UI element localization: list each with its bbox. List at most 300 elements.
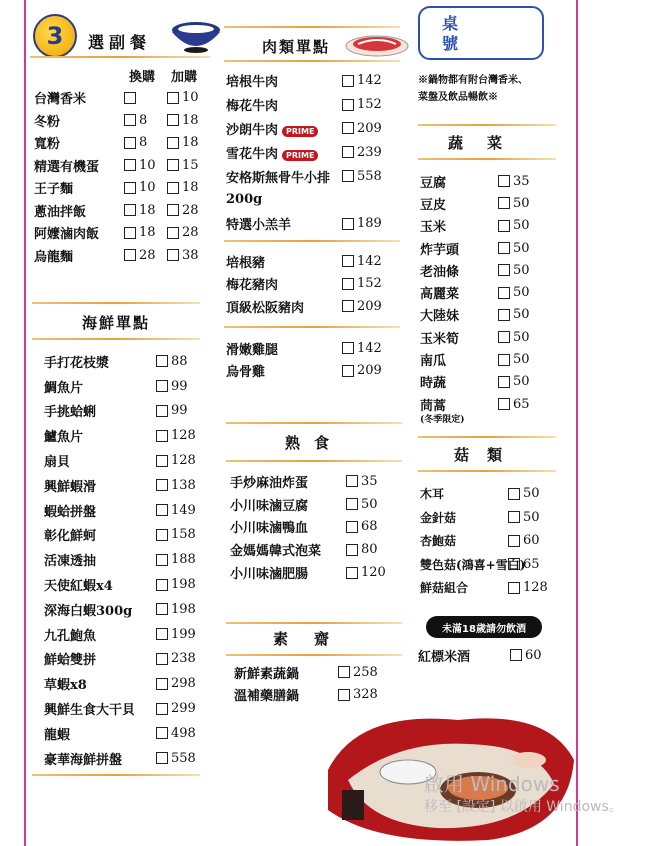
right-edge-line bbox=[576, 0, 578, 846]
menu-item-price: 50 bbox=[513, 307, 530, 323]
menu-item-price: 239 bbox=[357, 144, 382, 160]
order-checkbox[interactable] bbox=[346, 498, 358, 510]
menu-item-name: 烏骨雞 bbox=[226, 365, 266, 381]
swap-price: 10 bbox=[139, 157, 156, 173]
menu-item-name: 培根牛肉 bbox=[226, 75, 279, 91]
order-checkbox[interactable] bbox=[498, 242, 510, 254]
menu-item-row bbox=[44, 671, 214, 696]
swap-price: 18 bbox=[139, 225, 156, 241]
menu-item-price: 120 bbox=[361, 565, 386, 581]
vegetables-rule-top bbox=[418, 124, 556, 126]
menu-item-price: 152 bbox=[357, 276, 382, 292]
order-checkbox[interactable] bbox=[156, 430, 168, 442]
order-checkbox[interactable] bbox=[342, 365, 354, 377]
menu-item-name: 杏鮑菇 bbox=[420, 534, 457, 549]
order-checkbox[interactable] bbox=[338, 666, 350, 678]
menu-item-row bbox=[420, 192, 570, 214]
menu-item-name: 雙色菇(鴻喜+雪白) bbox=[420, 557, 526, 572]
side-item-name: 王子麵 bbox=[34, 182, 74, 198]
menu-item-name: 時蔬 bbox=[420, 376, 447, 392]
side-item-row bbox=[34, 222, 214, 245]
menu-item-name: 安格斯無骨牛小排 bbox=[226, 170, 331, 186]
meat-title: 肉類單點 bbox=[262, 38, 331, 56]
order-checkbox[interactable] bbox=[498, 376, 510, 388]
menu-item-name: 蝦蛤拼盤 bbox=[44, 504, 97, 520]
add-price: 18 bbox=[182, 180, 199, 196]
menu-item-price: 142 bbox=[357, 253, 382, 269]
menu-item-row bbox=[44, 696, 214, 721]
table-label-2: 號 bbox=[442, 34, 459, 53]
menu-item-name: 梅花豬肉 bbox=[226, 278, 279, 294]
menu-item-name: 活凍透抽 bbox=[44, 554, 97, 570]
menu-item-row bbox=[226, 117, 406, 141]
order-checkbox[interactable] bbox=[342, 342, 354, 354]
menu-item-row bbox=[226, 250, 406, 273]
swap-checkbox[interactable] bbox=[124, 137, 136, 149]
rice-bowl-icon bbox=[168, 16, 224, 54]
order-checkbox[interactable] bbox=[498, 287, 510, 299]
menu-item-row bbox=[420, 304, 570, 326]
menu-item-price: 238 bbox=[171, 651, 196, 667]
order-checkbox[interactable] bbox=[510, 649, 522, 661]
title-rule bbox=[30, 56, 210, 58]
order-checkbox[interactable] bbox=[156, 554, 168, 566]
menu-item-row bbox=[420, 215, 570, 237]
menu-item-name: 鮮蛤雙拼 bbox=[44, 653, 97, 669]
vegetarian-title: 素齋 bbox=[272, 630, 355, 648]
mushrooms-title: 菇類 bbox=[453, 446, 520, 464]
menu-item-name: 沙朗牛肉 PRIME bbox=[226, 119, 342, 138]
cooked-title: 熟食 bbox=[284, 434, 343, 452]
menu-item-price: 198 bbox=[171, 577, 196, 593]
menu-item-name: 草蝦x8 bbox=[44, 678, 87, 694]
order-checkbox[interactable] bbox=[156, 603, 168, 615]
menu-item-price: 209 bbox=[357, 363, 382, 379]
swap-checkbox[interactable] bbox=[124, 227, 136, 239]
menu-item-row bbox=[226, 164, 406, 188]
side-item-name: 阿嬤滷肉飯 bbox=[34, 227, 100, 243]
menu-item-price: 142 bbox=[357, 340, 382, 356]
order-checkbox[interactable] bbox=[342, 122, 354, 134]
menu-item-name: 木耳 bbox=[420, 487, 445, 502]
menu-item-name: 溫補藥膳鍋 bbox=[234, 689, 300, 705]
order-checkbox[interactable] bbox=[342, 146, 354, 158]
prime-badge: PRIME bbox=[282, 150, 318, 161]
menu-item-price: 60 bbox=[525, 647, 542, 663]
included-note bbox=[418, 72, 564, 106]
vegetables-section bbox=[420, 170, 570, 415]
order-checkbox[interactable] bbox=[508, 511, 520, 523]
order-checkbox[interactable] bbox=[156, 678, 168, 690]
menu-item-price: 50 bbox=[513, 218, 530, 234]
menu-item-row bbox=[44, 399, 214, 424]
menu-item-price: 299 bbox=[171, 701, 196, 717]
menu-item-name: 茼蒿 bbox=[420, 398, 447, 414]
seasonal-note: (冬季限定) bbox=[420, 415, 465, 425]
menu-item-name: 豆腐 bbox=[420, 175, 447, 191]
order-checkbox[interactable] bbox=[156, 405, 168, 417]
menu-item-price: 498 bbox=[171, 725, 196, 741]
menu-item-price: 158 bbox=[171, 527, 196, 543]
order-checkbox[interactable] bbox=[346, 567, 358, 579]
menu-item-row bbox=[230, 561, 410, 584]
order-checkbox[interactable] bbox=[508, 535, 520, 547]
menu-item-name: 培根豬 bbox=[226, 255, 266, 271]
order-checkbox[interactable] bbox=[498, 197, 510, 209]
order-checkbox[interactable] bbox=[156, 479, 168, 491]
order-checkbox[interactable] bbox=[156, 653, 168, 665]
add-header: 加購 bbox=[171, 69, 198, 85]
menu-item-row bbox=[226, 188, 406, 212]
swap-checkbox[interactable] bbox=[124, 182, 136, 194]
menu-item-row bbox=[226, 93, 406, 117]
menu-item-price: 258 bbox=[353, 664, 378, 680]
order-checkbox[interactable] bbox=[498, 220, 510, 232]
order-checkbox[interactable] bbox=[156, 579, 168, 591]
meat-platter-icon bbox=[344, 30, 410, 58]
left-edge-line bbox=[24, 0, 26, 846]
sides-section bbox=[34, 64, 214, 267]
order-checkbox[interactable] bbox=[498, 398, 510, 410]
cooked-rule-bottom bbox=[226, 460, 402, 462]
seafood-rule-bottom bbox=[32, 338, 200, 340]
add-price: 38 bbox=[182, 247, 199, 263]
menu-item-row bbox=[44, 448, 214, 473]
menu-item-name: 小川味滷肥腸 bbox=[230, 567, 309, 583]
add-checkbox[interactable] bbox=[167, 114, 179, 126]
vegetables-title: 蔬菜 bbox=[447, 134, 526, 152]
veg-rule-bottom bbox=[226, 654, 402, 656]
menu-item-price: 50 bbox=[523, 509, 540, 525]
swap-checkbox[interactable] bbox=[124, 204, 136, 216]
order-checkbox[interactable] bbox=[508, 558, 520, 570]
menu-item-price: 142 bbox=[357, 73, 382, 89]
menu-item-row bbox=[44, 523, 214, 548]
seafood-rule-end bbox=[32, 774, 200, 776]
menu-item-row bbox=[418, 644, 568, 667]
menu-item-name: 九孔鮑魚 bbox=[44, 628, 97, 644]
order-checkbox[interactable] bbox=[346, 521, 358, 533]
add-price: 28 bbox=[182, 225, 199, 241]
order-checkbox[interactable] bbox=[346, 475, 358, 487]
order-checkbox[interactable] bbox=[156, 628, 168, 640]
swap-checkbox[interactable] bbox=[124, 159, 136, 171]
order-checkbox[interactable] bbox=[156, 355, 168, 367]
menu-item-name: 豆皮 bbox=[420, 197, 447, 213]
add-checkbox[interactable] bbox=[167, 227, 179, 239]
order-checkbox[interactable] bbox=[342, 218, 354, 230]
seafood-section bbox=[44, 349, 214, 771]
order-checkbox[interactable] bbox=[338, 689, 350, 701]
menu-item-price: 99 bbox=[171, 378, 188, 394]
order-checkbox[interactable] bbox=[156, 752, 168, 764]
menu-item-row bbox=[44, 597, 214, 622]
step-number-badge: 3 bbox=[33, 14, 77, 58]
order-checkbox[interactable] bbox=[156, 703, 168, 715]
order-checkbox[interactable] bbox=[156, 529, 168, 541]
menu-item-row bbox=[226, 273, 406, 296]
menu-item-price: 80 bbox=[361, 542, 378, 558]
menu-item-row bbox=[420, 326, 570, 348]
menu-item-price: 50 bbox=[513, 195, 530, 211]
menu-item-name: 大陸妹 bbox=[420, 309, 460, 325]
menu-item-price: 60 bbox=[523, 533, 540, 549]
swap-price: 10 bbox=[139, 180, 156, 196]
order-checkbox[interactable] bbox=[342, 255, 354, 267]
menu-item-name: 玉米筍 bbox=[420, 331, 460, 347]
menu-item-row bbox=[420, 506, 570, 530]
menu-item-row bbox=[44, 622, 214, 647]
menu-item-price: 50 bbox=[513, 374, 530, 390]
pork-rule bbox=[224, 240, 400, 242]
prime-badge: PRIME bbox=[282, 126, 318, 137]
menu-item-price: 68 bbox=[361, 519, 378, 535]
menu-item-row bbox=[44, 547, 214, 572]
menu-item-price: 35 bbox=[513, 173, 530, 189]
order-checkbox[interactable] bbox=[156, 455, 168, 467]
menu-item-price: 298 bbox=[171, 676, 196, 692]
menu-item-row bbox=[44, 746, 214, 771]
order-checkbox[interactable] bbox=[342, 99, 354, 111]
menu-item-price: 198 bbox=[171, 601, 196, 617]
menu-item-row bbox=[420, 553, 570, 577]
menu-item-row bbox=[230, 538, 410, 561]
menu-item-price: 50 bbox=[523, 486, 540, 502]
side-item-row bbox=[34, 132, 214, 155]
menu-item-name: 深海白蝦300g bbox=[44, 603, 133, 619]
seafood-title: 海鮮單點 bbox=[81, 314, 150, 332]
order-checkbox[interactable] bbox=[342, 278, 354, 290]
meat-rule-top bbox=[224, 26, 400, 28]
note-line-1: ※鍋物都有附台灣香米、 bbox=[418, 75, 528, 86]
order-checkbox[interactable] bbox=[498, 354, 510, 366]
order-checkbox[interactable] bbox=[498, 331, 510, 343]
menu-item-price: 35 bbox=[361, 473, 378, 489]
menu-item-price: 128 bbox=[171, 453, 196, 469]
menu-item-name: 南瓜 bbox=[420, 354, 447, 370]
menu-item-name: 鯛魚片 bbox=[44, 380, 84, 396]
side-item-row bbox=[34, 199, 214, 222]
menu-item-name: 炸芋頭 bbox=[420, 242, 460, 258]
menu-item-row bbox=[44, 572, 214, 597]
order-checkbox[interactable] bbox=[498, 264, 510, 276]
beef-section bbox=[226, 69, 406, 236]
menu-item-name: 滑嫩雞腿 bbox=[226, 342, 279, 358]
menu-item-name: 手炒麻油炸蛋 bbox=[230, 475, 309, 491]
veg-rule-top bbox=[226, 622, 402, 624]
menu-item-price: 88 bbox=[171, 353, 188, 369]
menu-item-row bbox=[420, 348, 570, 370]
swap-checkbox[interactable] bbox=[124, 92, 136, 104]
cooked-rule-top bbox=[226, 422, 402, 424]
menu-item-price: 152 bbox=[357, 97, 382, 113]
menu-item-row bbox=[230, 493, 410, 516]
table-number-box bbox=[418, 6, 544, 60]
menu-item-price: 149 bbox=[171, 502, 196, 518]
alcohol-section bbox=[418, 644, 568, 667]
alcohol-warning-badge: 未滿18歲請勿飲酒 bbox=[426, 616, 542, 638]
side-item-row bbox=[34, 87, 214, 110]
menu-item-price: 99 bbox=[171, 403, 188, 419]
menu-item-row bbox=[44, 374, 214, 399]
side-item-name: 精選有機蛋 bbox=[34, 159, 100, 175]
menu-item-price: 128 bbox=[171, 428, 196, 444]
swap-checkbox[interactable] bbox=[124, 114, 136, 126]
menu-item-row bbox=[226, 140, 406, 164]
side-item-name: 蔥油拌飯 bbox=[34, 204, 87, 220]
menu-item-name: 200g bbox=[226, 192, 263, 208]
menu-item-price: 50 bbox=[513, 285, 530, 301]
menu-item-row bbox=[420, 170, 570, 192]
add-price: 18 bbox=[182, 112, 199, 128]
menu-item-name: 高麗菜 bbox=[420, 287, 460, 303]
menu-item-name: 新鮮素蔬鍋 bbox=[234, 666, 300, 682]
add-price: 28 bbox=[182, 202, 199, 218]
menu-item-row bbox=[420, 371, 570, 393]
cooked-section bbox=[230, 470, 410, 584]
menu-item-name: 小川味滷鴨血 bbox=[230, 521, 309, 537]
menu-item-name: 梅花牛肉 bbox=[226, 99, 279, 115]
menu-item-price: 558 bbox=[357, 168, 382, 184]
menu-item-row bbox=[44, 473, 214, 498]
menu-item-row bbox=[420, 482, 570, 506]
menu-item-row bbox=[420, 576, 570, 600]
menu-item-price: 128 bbox=[523, 580, 548, 596]
menu-item-name: 手打花枝漿 bbox=[44, 355, 110, 371]
pork-section bbox=[226, 250, 406, 318]
menu-item-name: 玉米 bbox=[420, 220, 447, 236]
swap-price: 8 bbox=[139, 135, 148, 151]
add-checkbox[interactable] bbox=[167, 92, 179, 104]
order-checkbox[interactable] bbox=[508, 488, 520, 500]
menu-item-row bbox=[44, 349, 214, 374]
note-line-2: 菜盤及飲品暢飲※ bbox=[418, 92, 498, 103]
menu-item-row bbox=[226, 360, 406, 383]
add-checkbox[interactable] bbox=[167, 137, 179, 149]
menu-item-price: 50 bbox=[513, 262, 530, 278]
menu-item-name: 手挑蛤蜊 bbox=[44, 405, 97, 421]
add-checkbox[interactable] bbox=[167, 182, 179, 194]
add-checkbox[interactable] bbox=[167, 159, 179, 171]
menu-item-row bbox=[226, 69, 406, 93]
page-title: 選副餐 bbox=[88, 33, 152, 52]
menu-item-row bbox=[234, 661, 414, 684]
order-checkbox[interactable] bbox=[156, 380, 168, 392]
side-item-row bbox=[34, 154, 214, 177]
menu-item-name: 彰化鮮蚵 bbox=[44, 529, 97, 545]
order-checkbox[interactable] bbox=[498, 309, 510, 321]
menu-item-row bbox=[44, 647, 214, 672]
swap-price: 18 bbox=[139, 202, 156, 218]
menu-item-name: 金針菇 bbox=[420, 510, 457, 525]
side-item-row bbox=[34, 109, 214, 132]
menu-item-price: 50 bbox=[513, 352, 530, 368]
add-checkbox[interactable] bbox=[167, 249, 179, 261]
menu-item-price: 65 bbox=[513, 396, 530, 412]
menu-item-price: 328 bbox=[353, 687, 378, 703]
add-price: 15 bbox=[182, 157, 199, 173]
chicken-section bbox=[226, 337, 406, 382]
order-checkbox[interactable] bbox=[342, 300, 354, 312]
menu-item-price: 188 bbox=[171, 552, 196, 568]
swap-header: 換購 bbox=[129, 69, 156, 85]
windows-watermark-line2: 移至 [設定] 以啟用 Windows。 bbox=[424, 799, 623, 815]
menu-item-price: 199 bbox=[171, 626, 196, 642]
menu-item-name: 鮮菇組合 bbox=[420, 581, 469, 596]
add-checkbox[interactable] bbox=[167, 204, 179, 216]
menu-item-name: 紅標米酒 bbox=[418, 649, 471, 665]
order-checkbox[interactable] bbox=[156, 727, 168, 739]
menu-item-row bbox=[226, 295, 406, 318]
swap-checkbox[interactable] bbox=[124, 249, 136, 261]
order-checkbox[interactable] bbox=[508, 582, 520, 594]
menu-item-price: 138 bbox=[171, 477, 196, 493]
order-checkbox[interactable] bbox=[342, 170, 354, 182]
menu-item-name: 金媽媽韓式泡菜 bbox=[230, 544, 322, 560]
meat-rule-bottom bbox=[224, 60, 400, 62]
menu-item-name: 龍蝦 bbox=[44, 727, 71, 743]
add-price: 18 bbox=[182, 135, 199, 151]
menu-item-row bbox=[230, 470, 410, 493]
menu-item-name: 雪花牛肉 PRIME bbox=[226, 143, 342, 162]
menu-item-row bbox=[230, 516, 410, 539]
seafood-rule-top bbox=[32, 302, 200, 304]
menu-item-row bbox=[420, 281, 570, 303]
chicken-rule bbox=[224, 326, 400, 328]
menu-item-row bbox=[420, 529, 570, 553]
menu-item-name: 頂級松阪豬肉 bbox=[226, 300, 305, 316]
side-item-row bbox=[34, 177, 214, 200]
menu-item-row bbox=[420, 259, 570, 281]
side-item-name: 冬粉 bbox=[34, 114, 61, 130]
side-item-row bbox=[34, 244, 214, 267]
menu-item-name: 鱸魚片 bbox=[44, 430, 84, 446]
order-checkbox[interactable] bbox=[342, 75, 354, 87]
menu-item-name: 扇貝 bbox=[44, 455, 71, 471]
menu-item-row bbox=[226, 212, 406, 236]
menu-item-price: 209 bbox=[357, 298, 382, 314]
menu-item-price: 209 bbox=[357, 120, 382, 136]
side-item-name: 烏龍麵 bbox=[34, 249, 74, 265]
menu-item-name: 天使紅蝦x4 bbox=[44, 579, 113, 595]
order-checkbox[interactable] bbox=[346, 544, 358, 556]
menu-item-name: 興鮮生食大干貝 bbox=[44, 703, 136, 719]
menu-item-row bbox=[44, 721, 214, 746]
menu-item-price: 189 bbox=[357, 216, 382, 232]
menu-item-name: 小川味滷豆腐 bbox=[230, 498, 309, 514]
mushrooms-rule-bottom bbox=[418, 470, 556, 472]
menu-item-name: 興鮮蝦滑 bbox=[44, 479, 97, 495]
side-item-name: 台灣香米 bbox=[34, 92, 87, 108]
mushrooms-rule-top bbox=[418, 436, 556, 438]
menu-item-row bbox=[226, 337, 406, 360]
order-checkbox[interactable] bbox=[498, 175, 510, 187]
menu-item-price: 50 bbox=[513, 240, 530, 256]
menu-item-price: 50 bbox=[513, 329, 530, 345]
menu-item-row bbox=[44, 498, 214, 523]
swap-price: 28 bbox=[139, 247, 156, 263]
table-label: 桌 bbox=[442, 14, 459, 33]
side-item-name: 寬粉 bbox=[34, 137, 61, 153]
menu-item-name: 老油條 bbox=[420, 264, 460, 280]
mushrooms-section bbox=[420, 482, 570, 600]
add-price: 10 bbox=[182, 90, 199, 106]
menu-item-price: 558 bbox=[171, 750, 196, 766]
menu-item-price: 50 bbox=[361, 496, 378, 512]
swap-price: 8 bbox=[139, 112, 148, 128]
menu-item-row bbox=[420, 237, 570, 259]
order-checkbox[interactable] bbox=[156, 504, 168, 516]
